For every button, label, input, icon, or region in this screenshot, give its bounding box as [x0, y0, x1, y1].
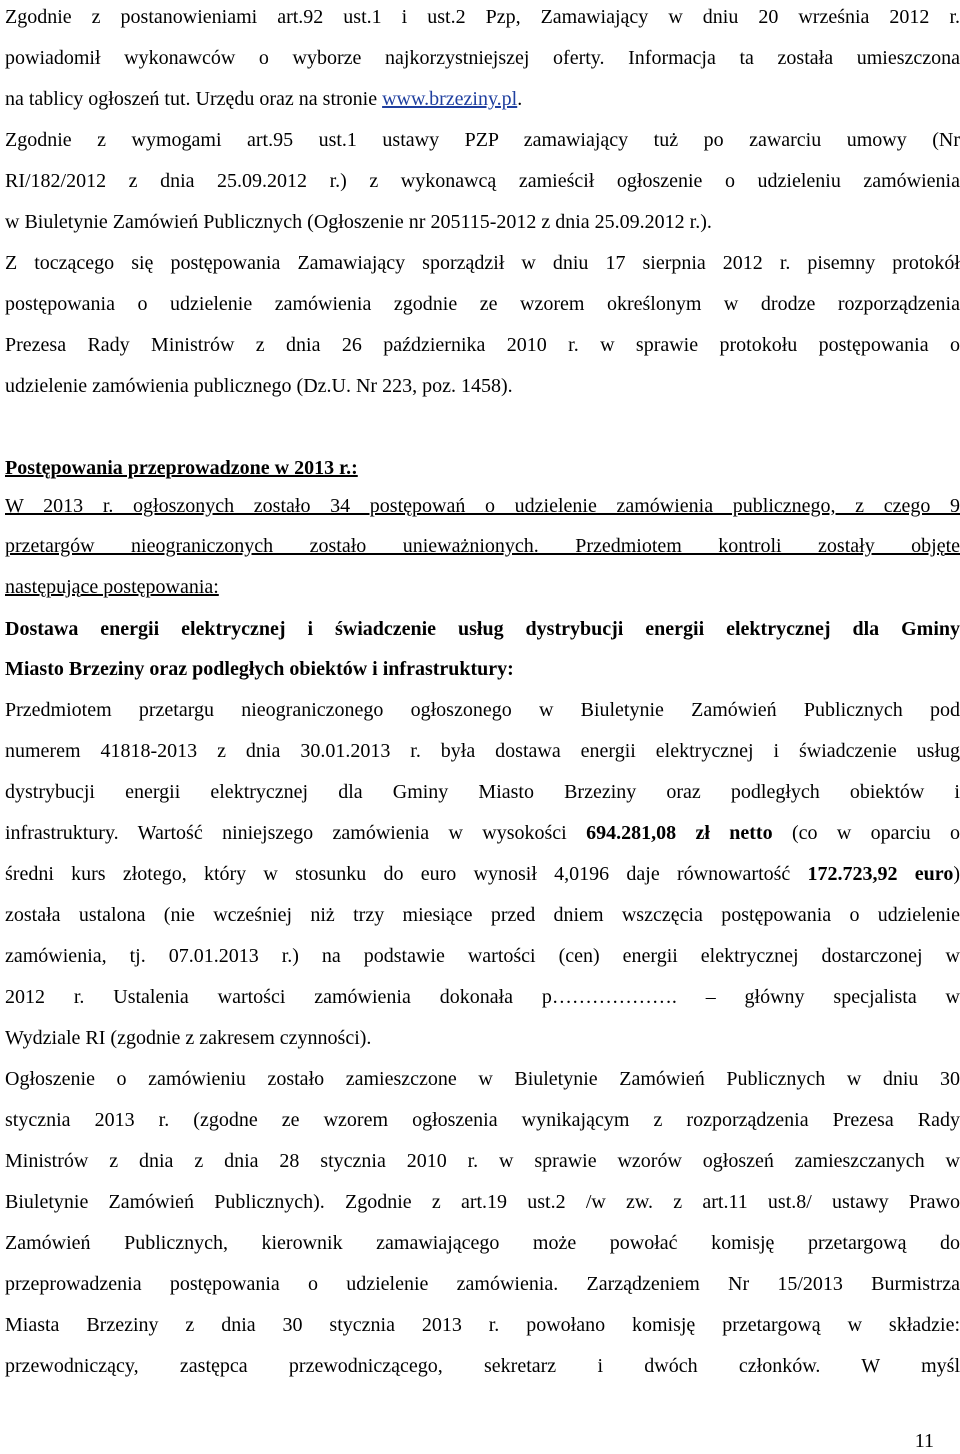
- text-run: (co w oparciu o: [772, 822, 960, 844]
- paragraph-line: Miasta Brzeziny z dnia 30 stycznia 2013 r. powołano komisję przetargową w składzie:: [5, 1314, 960, 1336]
- paragraph-line: została ustalona (nie wcześniej niż trzy miesiące przed dniem wszczęcia postępowania o udzielenie: [5, 904, 960, 926]
- website-link[interactable]: www.brzeziny.pl: [382, 88, 518, 110]
- paragraph-line: w Biuletynie Zamówień Publicznych (Ogłoszenie nr 205115-2012 z dnia 25.09.2012 r.).: [5, 211, 712, 233]
- text-run: infrastruktury. Wartość niniejszego zamówienia w wysokości: [5, 822, 587, 844]
- paragraph-line: [5, 820, 960, 846]
- paragraph-line: Ministrów z dnia z dnia 28 stycznia 2010 r. w sprawie wzorów ogłoszeń zamieszczanych w: [5, 1150, 960, 1172]
- text-run: .: [517, 88, 523, 110]
- document-page: [5, 0, 960, 1451]
- page-number: 11: [914, 1430, 934, 1452]
- procurement-title: Dostawa energii elektrycznej i świadczenie usług dystrybucji energii elektrycznej dla Gminy: [5, 618, 960, 640]
- paragraph-line: [5, 86, 960, 112]
- paragraph-line: przeprowadzenia postępowania o udzielenie zamówienia. Zarządzeniem Nr 15/2013 Burmistrza: [5, 1273, 960, 1295]
- paragraph-line: dystrybucji energii elektrycznej dla Gminy Miasto Brzeziny oraz podległych obiektów i: [5, 781, 960, 803]
- paragraph-line: przewodniczący, zastępca przewodniczącego, sekretarz i dwóch członków. W myśl: [5, 1355, 960, 1377]
- section-heading: Postępowania przeprowadzone w 2013 r.:: [5, 457, 358, 479]
- paragraph-line: Prezesa Rady Ministrów z dnia 26 października 2010 r. w sprawie protokołu postępowania o: [5, 334, 960, 356]
- paragraph-line: przetargów nieograniczonych zostało unieważnionych. Przedmiotem kontroli zostały objęte: [5, 535, 960, 557]
- paragraph-line: następujące postępowania:: [5, 576, 219, 598]
- text-run: średni kurs złotego, który w stosunku do euro wynosił 4,0196 daje równowartość: [5, 863, 808, 885]
- paragraph-line: 2012 r. Ustalenia wartości zamówienia dokonała p………………. – główny specjalista w: [5, 986, 960, 1008]
- procurement-title: Miasto Brzeziny oraz podległych obiektów i infrastruktury:: [5, 658, 514, 680]
- paragraph-line: Biuletynie Zamówień Publicznych). Zgodnie z art.19 ust.2 /w zw. z art.11 ust.8/ ustawy Prawo: [5, 1191, 960, 1213]
- paragraph-line: udzielenie zamówienia publicznego (Dz.U. Nr 223, poz. 1458).: [5, 375, 513, 397]
- paragraph-line: Przedmiotem przetargu nieograniczonego ogłoszonego w Biuletynie Zamówień Publicznych pod: [5, 699, 960, 721]
- paragraph-line: Zgodnie z postanowieniami art.92 ust.1 i ust.2 Pzp, Zamawiający w dniu 20 września 2012 r.: [5, 6, 960, 28]
- text-run: na tablicy ogłoszeń tut. Urzędu oraz na stronie: [5, 88, 383, 110]
- paragraph-line: Ogłoszenie o zamówieniu zostało zamieszczone w Biuletynie Zamówień Publicznych w dniu 30: [5, 1068, 960, 1090]
- paragraph-line: stycznia 2013 r. (zgodne ze wzorem ogłoszenia wynikającym z rozporządzenia Prezesa Rady: [5, 1109, 960, 1131]
- paragraph-line: W 2013 r. ogłoszonych zostało 34 postępowań o udzielenie zamówienia publicznego, z czego 9: [5, 495, 960, 517]
- paragraph-line: Zgodnie z wymogami art.95 ust.1 ustawy PZP zamawiający tuż po zawarciu umowy (Nr: [5, 129, 960, 151]
- paragraph-line: powiadomił wykonawców o wyborze najkorzystniejszej oferty. Informacja ta została umieszczona: [5, 47, 960, 69]
- paragraph-line: Wydziale RI (zgodnie z zakresem czynności).: [5, 1027, 372, 1049]
- paragraph-line: Z toczącego się postępowania Zamawiający sporządził w dniu 17 sierpnia 2012 r. pisemny protokół: [5, 252, 960, 274]
- text-run: ): [953, 863, 960, 885]
- paragraph-line: numerem 41818-2013 z dnia 30.01.2013 r. była dostawa energii elektrycznej i świadczenie usług: [5, 740, 960, 762]
- contract-value-pln: 694.281,08 zł netto: [586, 822, 773, 844]
- contract-value-eur: 172.723,92 euro: [807, 863, 954, 885]
- paragraph-line: RI/182/2012 z dnia 25.09.2012 r.) z wykonawcą zamieścił ogłoszenie o udzieleniu zamówienia: [5, 170, 960, 192]
- paragraph-line: postępowania o udzielenie zamówienia zgodnie ze wzorem określonym w drodze rozporządzenia: [5, 293, 960, 315]
- paragraph-line: [5, 861, 960, 887]
- paragraph-line: Zamówień Publicznych, kierownik zamawiającego może powołać komisję przetargową do: [5, 1232, 960, 1254]
- paragraph-line: zamówienia, tj. 07.01.2013 r.) na podstawie wartości (cen) energii elektrycznej dostarczonej w: [5, 945, 960, 967]
